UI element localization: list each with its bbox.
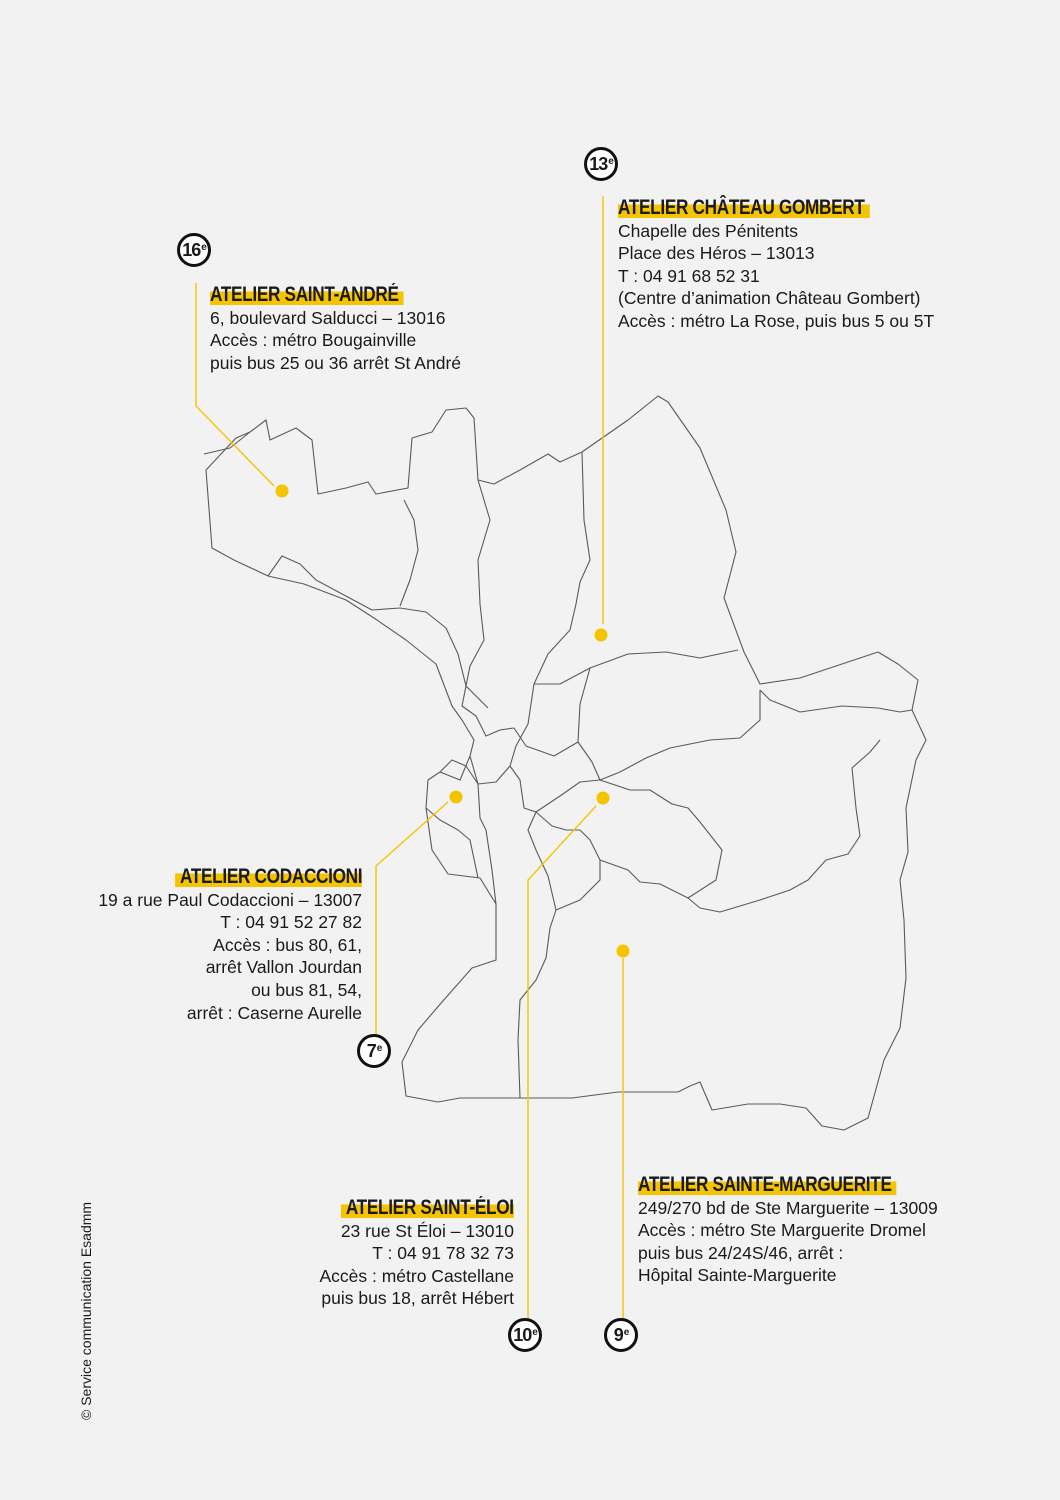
- copyright-credit: © Service communication Esadmm: [78, 1201, 94, 1420]
- atelier-info-line: 249/270 bd de Ste Marguerite – 13009: [638, 1197, 938, 1218]
- atelier-info-line: T : 04 91 68 52 31: [618, 265, 760, 286]
- atelier-title: ATELIER SAINTE-MARGUERITE: [638, 1174, 897, 1196]
- atelier-info-line: 6, boulevard Salducci – 13016: [210, 307, 446, 328]
- atelier-info-line: 19 a rue Paul Codaccioni – 13007: [98, 889, 362, 910]
- district-suffix: e: [623, 1326, 629, 1338]
- district-badge-13: [584, 147, 618, 181]
- marker-sainte-marguerite: [617, 945, 630, 958]
- atelier-info-line: Accès : métro Ste Marguerite Dromel: [638, 1220, 926, 1241]
- district-badge-7: [357, 1034, 391, 1068]
- district-number: 9: [613, 1324, 623, 1345]
- atelier-info-line: puis bus 24/24S/46, arrêt :: [638, 1242, 844, 1263]
- atelier-saint-andre-info: [210, 284, 461, 374]
- atelier-codaccioni-info: [98, 866, 362, 1024]
- atelier-info-line: Hôpital Sainte-Marguerite: [638, 1265, 837, 1286]
- atelier-info-line: Accès : bus 80, 61,: [213, 934, 362, 955]
- district-badge-16: [177, 233, 211, 267]
- marker-saint-eloi: [597, 792, 610, 805]
- district-number: 7: [366, 1040, 376, 1061]
- atelier-sainte-marguerite-info: [638, 1174, 953, 1287]
- marker-saint-andre: [276, 485, 289, 498]
- leader-line-10: [528, 806, 596, 1320]
- atelier-title: ATELIER CODACCIONI: [175, 866, 362, 888]
- district-suffix: e: [201, 241, 206, 253]
- marker-codaccioni: [450, 791, 463, 804]
- atelier-info-line: Place des Héros – 13013: [618, 243, 815, 264]
- atelier-title: ATELIER SAINT-ÉLOI: [341, 1197, 514, 1219]
- district-number: 10: [513, 1324, 532, 1345]
- atelier-info-line: ou bus 81, 54,: [251, 979, 362, 1000]
- atelier-info-line: puis bus 18, arrêt Hébert: [321, 1288, 514, 1309]
- district-number: 16: [182, 239, 201, 260]
- district-number: 13: [589, 153, 608, 174]
- district-badge-9: [604, 1318, 638, 1352]
- atelier-info-line: Accès : métro Castellane: [319, 1265, 514, 1286]
- atelier-info-line: Chapelle des Pénitents: [618, 220, 798, 241]
- atelier-info-line: Accès : métro La Rose, puis bus 5 ou 5T: [618, 310, 935, 331]
- atelier-info-line: Accès : métro Bougainville: [210, 330, 417, 351]
- atelier-info-line: arrêt Vallon Jourdan: [205, 957, 362, 978]
- atelier-chateau-gombert-info: [618, 197, 934, 333]
- district-badge-10: [508, 1318, 542, 1352]
- district-suffix: e: [608, 155, 613, 167]
- atelier-info-line: puis bus 25 ou 36 arrêt St André: [210, 352, 461, 373]
- district-suffix: e: [532, 1326, 537, 1338]
- district-suffix: e: [376, 1042, 382, 1054]
- marker-chateau-gombert: [595, 629, 608, 642]
- atelier-saint-eloi-info: [303, 1197, 514, 1310]
- atelier-info-line: 23 rue St Éloi – 13010: [340, 1220, 514, 1241]
- atelier-title: ATELIER CHÂTEAU GOMBERT: [618, 197, 870, 219]
- atelier-info-line: (Centre d’animation Château Gombert): [618, 288, 921, 309]
- leader-line-7: [376, 802, 448, 1034]
- atelier-info-line: T : 04 91 78 32 73: [372, 1243, 514, 1264]
- atelier-info-line: arrêt : Caserne Aurelle: [186, 1002, 362, 1023]
- atelier-title: ATELIER SAINT-ANDRÉ: [210, 284, 404, 306]
- atelier-info-line: T : 04 91 52 27 82: [220, 912, 362, 933]
